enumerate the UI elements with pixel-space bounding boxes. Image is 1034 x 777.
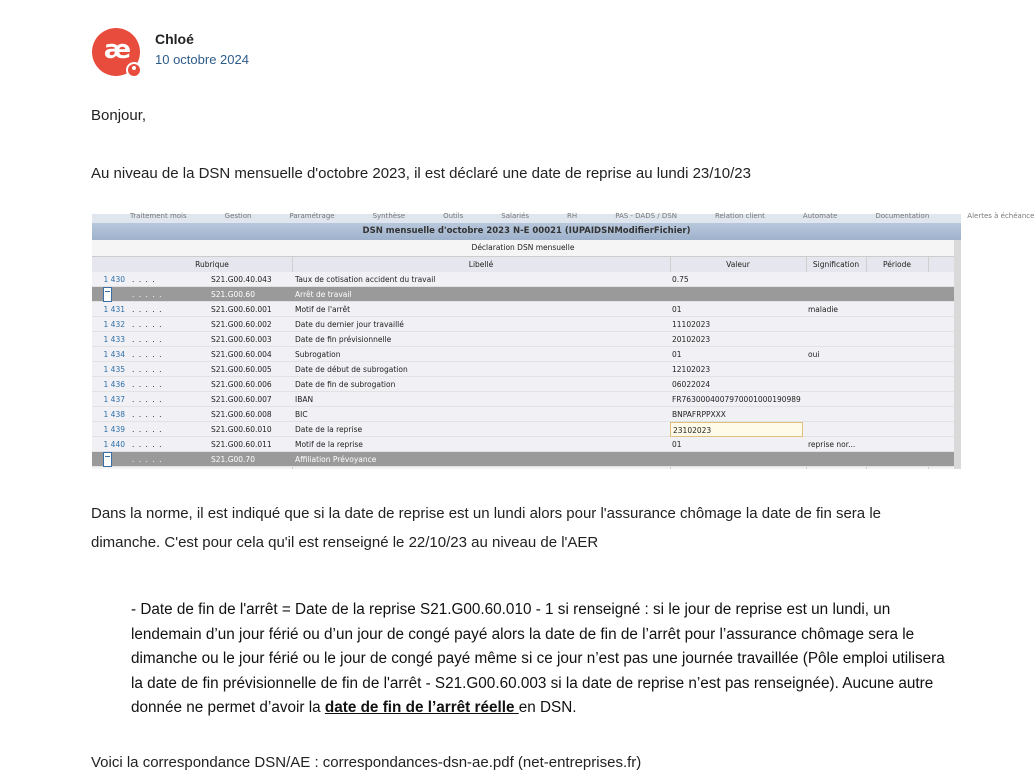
row-valeur[interactable]: 23102023 xyxy=(670,422,803,437)
row-number: 1 431 xyxy=(103,305,125,314)
row-number: 1 436 xyxy=(103,380,125,389)
footer-text: Voici la correspondance DSN/AE : correspondances-dsn-ae.pdf (net-entreprises.fr) xyxy=(91,754,642,771)
menu-item[interactable]: Gestion xyxy=(224,212,252,220)
table-row[interactable] xyxy=(92,452,954,467)
quote-underlined: date de fin de l’arrêt réelle xyxy=(324,699,519,716)
collapse-icon[interactable] xyxy=(103,287,112,302)
row-valeur[interactable] xyxy=(672,287,802,302)
row-number: 1 437 xyxy=(103,395,125,404)
row-libelle: Date de fin de subrogation xyxy=(295,380,396,389)
row-code: S21.G00.60.004 xyxy=(211,350,272,359)
row-number: 1 430 xyxy=(103,275,125,284)
row-number: 1 438 xyxy=(103,410,125,419)
row-libelle: Date de fin prévisionnelle xyxy=(295,335,392,344)
header-libelle: Libellé xyxy=(468,260,494,269)
row-signification xyxy=(808,407,866,422)
user-status-icon xyxy=(126,62,142,78)
row-number: 1 440 xyxy=(103,440,125,449)
row-valeur[interactable]: 01 xyxy=(672,305,682,314)
row-indent: . . . . . xyxy=(132,380,163,389)
menu-item[interactable]: Salariés xyxy=(501,212,530,220)
row-code: S21.G00.60.005 xyxy=(211,365,272,374)
table-row[interactable] xyxy=(92,422,954,437)
row-signification: maladie xyxy=(808,305,839,314)
table-row[interactable] xyxy=(92,302,954,317)
header-valeur: Valeur xyxy=(726,260,750,269)
quote-text: - Date de fin de l'arrêt = Date de la reprise S21.G00.60.010 - 1 si renseigné : si le jour de reprise est un lundi, un lendemain d’un jour férié ou d’un jour de congé payé alors la date de fin de l’arrêt pour l’assurance chômage sera le dimanche ou le jour férié ou le jour de congé payé même si ce jour n’est pas une journée travaillée (Pôle emploi utilisera la date de fin prévisionnelle de fin de l'arrêt - S21.G00.60.003 si la date de reprise n’est pas renseignée). Aucune autre donnée ne permet d’avoir la xyxy=(131,601,945,716)
row-libelle: Motif de la reprise xyxy=(295,440,363,449)
table-row[interactable] xyxy=(92,362,954,377)
row-indent: . . . . xyxy=(132,275,156,284)
avatar-logo: æ xyxy=(103,35,129,65)
row-indent: . . . . . xyxy=(132,440,163,449)
row-code: S21.G00.60.002 xyxy=(211,320,272,329)
row-signification xyxy=(808,287,866,302)
greeting: Bonjour, xyxy=(91,107,147,124)
row-code: S21.G00.40.043 xyxy=(211,275,272,284)
table-row[interactable] xyxy=(92,392,954,407)
post-date[interactable]: 10 octobre 2024 xyxy=(155,52,249,67)
row-signification: oui xyxy=(808,350,820,359)
row-valeur[interactable]: FR7630004007970001000190989 xyxy=(672,395,801,404)
row-indent: . . . . . xyxy=(132,320,163,329)
row-libelle: IBAN xyxy=(295,395,314,404)
menu-item[interactable]: Relation client xyxy=(714,212,765,220)
row-valeur[interactable]: 12102023 xyxy=(672,365,711,374)
dsn-screenshot xyxy=(92,212,1034,469)
collapse-icon[interactable] xyxy=(103,452,112,467)
table-row[interactable] xyxy=(92,287,954,302)
row-code: S21.G00.60.010 xyxy=(211,425,272,434)
row-code: S21.G00.60 xyxy=(211,290,255,299)
row-signification: reprise nor... xyxy=(808,440,856,449)
menu-item[interactable]: Alertes à échéance xyxy=(967,212,1034,220)
window-title: DSN mensuelle d'octobre 2023 N-E 00021 (IUPAIDSNModifierFichier) xyxy=(92,223,961,240)
menu-item[interactable]: Traitement mois xyxy=(130,212,187,220)
row-number: 1 434 xyxy=(103,350,125,359)
table-row[interactable] xyxy=(92,437,954,452)
row-number: 1 433 xyxy=(103,335,125,344)
row-indent: . . . . . xyxy=(132,395,163,404)
row-signification xyxy=(808,362,866,377)
row-indent: . . . . . xyxy=(132,410,163,419)
author-name[interactable]: Chloé xyxy=(155,31,194,47)
row-valeur[interactable]: 06022024 xyxy=(672,380,711,389)
row-valeur[interactable] xyxy=(672,452,802,467)
row-signification xyxy=(808,392,866,407)
app-menubar xyxy=(92,212,1034,223)
dsn-table xyxy=(92,272,954,467)
intro-text: Au niveau de la DSN mensuelle d'octobre 2023, il est déclaré une date de reprise au lundi 23/10/23 xyxy=(91,165,751,182)
table-header xyxy=(92,257,954,272)
row-valeur[interactable]: BNPAFRPPXXX xyxy=(672,410,726,419)
table-row[interactable] xyxy=(92,407,954,422)
row-valeur[interactable]: 01 xyxy=(672,350,682,359)
row-libelle: Taux de cotisation accident du travail xyxy=(295,275,436,284)
header-rubrique: Rubrique xyxy=(195,260,229,269)
scrollbar[interactable] xyxy=(954,240,961,469)
declaration-subtitle: Déclaration DSN mensuelle xyxy=(92,240,954,257)
norm-text: Dans la norme, il est indiqué que si la date de reprise est un lundi alors pour l'assurance chômage la date de fin sera le dimanche. C'est pour cela qu'il est renseigné le 22/10/23 au niveau de l'AER xyxy=(91,505,881,551)
row-code: S21.G00.60.011 xyxy=(211,440,272,449)
norm-quote xyxy=(131,598,951,721)
menu-item[interactable]: Documentation xyxy=(875,212,930,220)
header-signification: Signification xyxy=(812,260,860,269)
row-libelle: Affiliation Prévoyance xyxy=(295,455,377,464)
row-indent: . . . . . xyxy=(132,290,163,299)
menu-item[interactable]: Automate xyxy=(802,212,838,220)
row-signification xyxy=(808,272,866,287)
row-indent: . . . . . xyxy=(132,425,163,434)
row-number: 1 435 xyxy=(103,365,125,374)
row-signification xyxy=(808,377,866,392)
row-libelle: Date de début de subrogation xyxy=(295,365,408,374)
row-valeur[interactable]: 20102023 xyxy=(672,335,711,344)
row-indent: . . . . . xyxy=(132,305,163,314)
row-valeur[interactable]: 01 xyxy=(672,440,682,449)
table-row[interactable] xyxy=(92,377,954,392)
table-row[interactable] xyxy=(92,317,954,332)
table-row[interactable] xyxy=(92,272,954,287)
row-libelle: Date du dernier jour travaillé xyxy=(295,320,404,329)
row-indent: . . . . . xyxy=(132,455,163,464)
menu-item[interactable]: Outils xyxy=(443,212,464,220)
row-valeur[interactable]: 0.75 xyxy=(672,275,689,284)
row-code: S21.G00.60.001 xyxy=(211,305,272,314)
row-number: 1 432 xyxy=(103,320,125,329)
row-code: S21.G00.60.003 xyxy=(211,335,272,344)
row-code: S21.G00.60.008 xyxy=(211,410,272,419)
row-libelle: Subrogation xyxy=(295,350,341,359)
table-row[interactable] xyxy=(92,332,954,347)
row-code: S21.G00.60.007 xyxy=(211,395,272,404)
row-code: S21.G00.70 xyxy=(211,455,255,464)
header-periode: Période xyxy=(882,260,911,269)
menu-item[interactable]: PAS - DADS / DSN xyxy=(615,212,677,220)
row-indent: . . . . . xyxy=(132,365,163,374)
menu-item[interactable]: RH xyxy=(567,212,578,220)
row-signification xyxy=(808,452,866,467)
row-signification xyxy=(808,317,866,332)
row-indent: . . . . . xyxy=(132,335,163,344)
row-number: 1 439 xyxy=(103,425,125,434)
row-libelle: Date de la reprise xyxy=(295,425,363,434)
row-signification xyxy=(808,422,866,437)
row-libelle: BIC xyxy=(295,410,308,419)
table-row[interactable] xyxy=(92,347,954,362)
row-valeur[interactable]: 11102023 xyxy=(672,320,711,329)
row-libelle: Arrêt de travail xyxy=(295,290,352,299)
row-libelle: Motif de l'arrêt xyxy=(295,305,351,314)
row-code: S21.G00.60.006 xyxy=(211,380,272,389)
menu-item[interactable]: Synthèse xyxy=(372,212,406,220)
menu-item[interactable]: Paramétrage xyxy=(289,212,335,220)
row-signification xyxy=(808,332,866,347)
row-indent: . . . . . xyxy=(132,350,163,359)
quote-end: en DSN. xyxy=(518,699,577,716)
